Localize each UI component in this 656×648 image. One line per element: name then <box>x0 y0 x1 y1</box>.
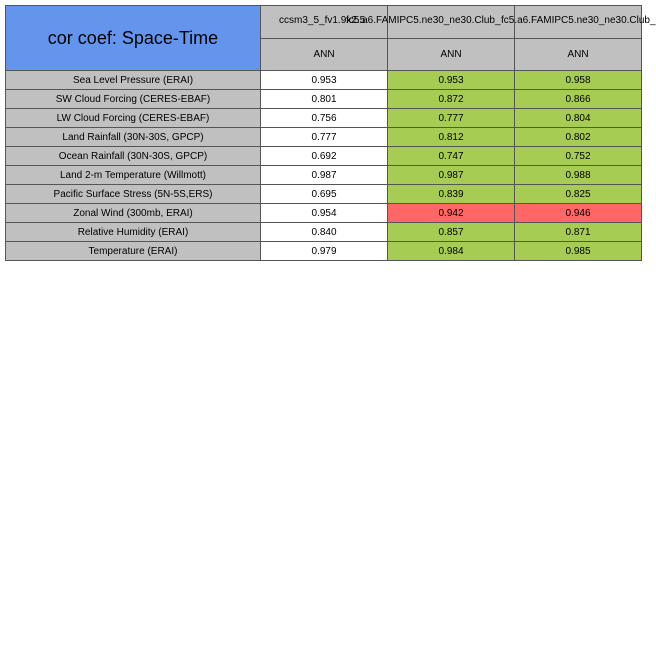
value-cell: 0.777 <box>261 128 388 147</box>
value-cell: 0.958 <box>515 71 642 90</box>
table-title: cor coef: Space-Time <box>6 6 261 71</box>
value-cell: 0.987 <box>388 166 515 185</box>
case-name-3: fc5.a6.FAMIPC5.ne30_ne30.Club_ <box>501 15 656 26</box>
table-row <box>6 185 642 204</box>
value-cell: 0.801 <box>261 90 388 109</box>
value-cell: 0.812 <box>388 128 515 147</box>
value-cell: 0.825 <box>515 185 642 204</box>
value-cell: 0.979 <box>261 242 388 261</box>
value-cell: 0.987 <box>261 166 388 185</box>
row-label: LW Cloud Forcing (CERES-EBAF) <box>6 109 261 128</box>
table-body <box>6 71 642 261</box>
case-header-row <box>6 6 642 39</box>
table-row <box>6 242 642 261</box>
period-header-1: ANN <box>261 38 388 71</box>
value-cell: 0.692 <box>261 147 388 166</box>
period-header-3: ANN <box>515 38 642 71</box>
row-label: Ocean Rainfall (30N-30S, GPCP) <box>6 147 261 166</box>
value-cell: 0.946 <box>515 204 642 223</box>
row-label: Temperature (ERAI) <box>6 242 261 261</box>
value-cell: 0.953 <box>388 71 515 90</box>
table-row <box>6 147 642 166</box>
table-row <box>6 223 642 242</box>
table-row <box>6 109 642 128</box>
value-cell: 0.953 <box>261 71 388 90</box>
row-label: Relative Humidity (ERAI) <box>6 223 261 242</box>
row-label: Land 2-m Temperature (Willmott) <box>6 166 261 185</box>
value-cell: 0.954 <box>261 204 388 223</box>
value-cell: 0.985 <box>515 242 642 261</box>
value-cell: 0.871 <box>515 223 642 242</box>
value-cell: 0.802 <box>515 128 642 147</box>
table-row <box>6 166 642 185</box>
value-cell: 0.756 <box>261 109 388 128</box>
value-cell: 0.857 <box>388 223 515 242</box>
row-label: Pacific Surface Stress (5N-5S,ERS) <box>6 185 261 204</box>
value-cell: 0.942 <box>388 204 515 223</box>
metrics-table <box>5 5 656 261</box>
value-cell: 0.747 <box>388 147 515 166</box>
table-row <box>6 71 642 90</box>
value-cell: 0.839 <box>388 185 515 204</box>
metrics-table-container <box>5 5 656 261</box>
row-label: Zonal Wind (300mb, ERAI) <box>6 204 261 223</box>
period-header-2: ANN <box>388 38 515 71</box>
value-cell: 0.695 <box>261 185 388 204</box>
value-cell: 0.984 <box>388 242 515 261</box>
case-name-1: ccsm3_5_fv1.9x2.5 <box>279 15 366 26</box>
table-row <box>6 204 642 223</box>
value-cell: 0.988 <box>515 166 642 185</box>
value-cell: 0.804 <box>515 109 642 128</box>
case-header-3 <box>501 6 656 39</box>
value-cell: 0.872 <box>388 90 515 109</box>
case-name-2: fc5.a6.FAMIPC5.ne30_ne30.Club_ <box>346 15 501 26</box>
row-label: Sea Level Pressure (ERAI) <box>6 71 261 90</box>
value-cell: 0.777 <box>388 109 515 128</box>
row-label: SW Cloud Forcing (CERES-EBAF) <box>6 90 261 109</box>
row-label: Land Rainfall (30N-30S, GPCP) <box>6 128 261 147</box>
value-cell: 0.866 <box>515 90 642 109</box>
case-header-2 <box>346 6 515 39</box>
table-row <box>6 128 642 147</box>
value-cell: 0.752 <box>515 147 642 166</box>
value-cell: 0.840 <box>261 223 388 242</box>
table-row <box>6 90 642 109</box>
